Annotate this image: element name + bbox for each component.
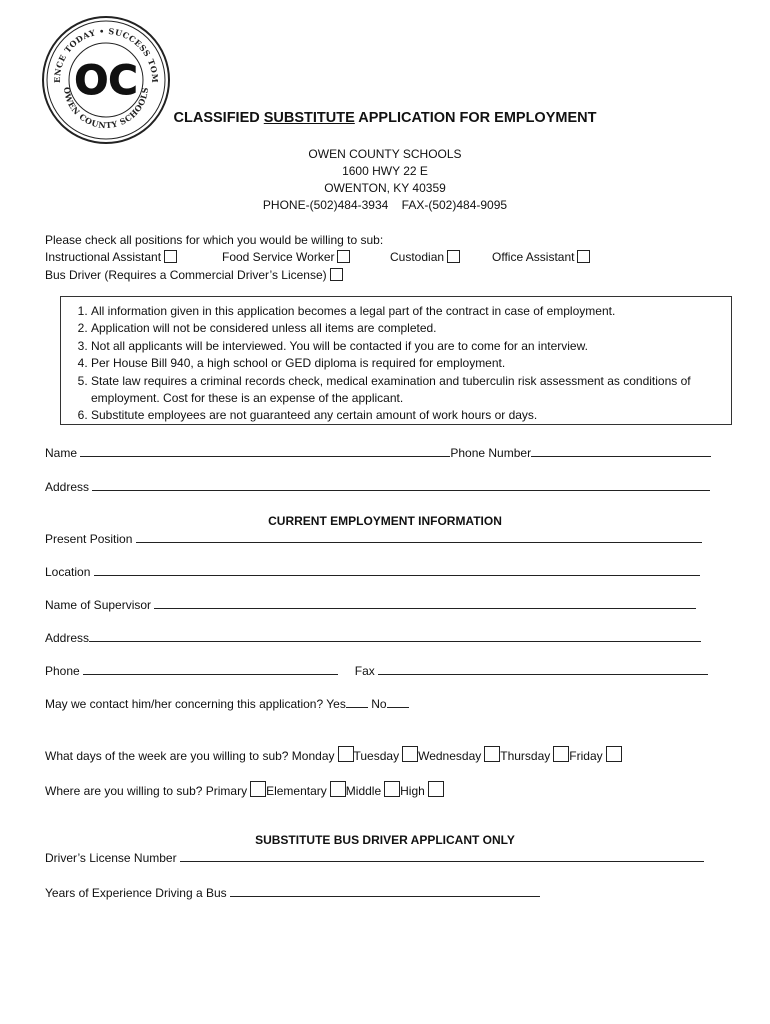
address-row: Address bbox=[45, 479, 710, 494]
position-bus-driver: Bus Driver (Requires a Commercial Driver’s License) bbox=[45, 268, 343, 282]
bus-experience-field[interactable] bbox=[230, 885, 540, 897]
contact-no-field[interactable] bbox=[387, 696, 409, 708]
custodian-checkbox[interactable] bbox=[447, 250, 460, 263]
note-item: 5. State law requires a criminal records check, medical examination and tuberculin risk assessment as conditions of employment. Cost for these is an expense of the applicant. bbox=[91, 373, 731, 408]
position-instructional: Instructional Assistant bbox=[45, 250, 177, 264]
elementary-checkbox[interactable] bbox=[330, 781, 346, 797]
bus-experience-row: Years of Experience Driving a Bus bbox=[45, 885, 540, 900]
district-seal-logo bbox=[40, 14, 172, 146]
employer-address-field[interactable] bbox=[89, 630, 701, 642]
district-street: 1600 HWY 22 E bbox=[342, 164, 428, 178]
present-position-row: Present Position bbox=[45, 531, 702, 546]
monday-checkbox[interactable] bbox=[338, 746, 354, 762]
position-custodian: Custodian bbox=[390, 250, 460, 264]
note-item: 4. Per House Bill 940, a high school or GED diploma is required for employment. bbox=[91, 355, 731, 372]
instructional-checkbox[interactable] bbox=[164, 250, 177, 263]
tuesday-checkbox[interactable] bbox=[402, 746, 418, 762]
license-row: Driver’s License Number bbox=[45, 850, 704, 865]
position-office: Office Assistant bbox=[492, 250, 590, 264]
wednesday-checkbox[interactable] bbox=[484, 746, 500, 762]
contact-permission-row: May we contact him/her concerning this application? Yes No bbox=[45, 696, 409, 711]
school-level-row: Where are you willing to sub? Primary Elementary Middle High bbox=[45, 781, 444, 798]
seal-initials: OC bbox=[74, 58, 138, 104]
phone-number-field[interactable] bbox=[531, 445, 711, 457]
position-food-service: Food Service Worker bbox=[222, 250, 350, 264]
employer-address-row: Address bbox=[45, 630, 701, 645]
employer-fax-field[interactable] bbox=[378, 663, 708, 675]
contact-yes-field[interactable] bbox=[346, 696, 368, 708]
high-checkbox[interactable] bbox=[428, 781, 444, 797]
employer-phone-field[interactable] bbox=[83, 663, 338, 675]
supervisor-row: Name of Supervisor bbox=[45, 597, 696, 612]
positions-prompt: Please check all positions for which you would be willing to sub: bbox=[45, 233, 384, 247]
current-employment-heading: CURRENT EMPLOYMENT INFORMATION bbox=[268, 514, 502, 528]
days-row: What days of the week are you willing to sub? Monday Tuesday Wednesday Thursday Friday bbox=[45, 746, 622, 763]
address-field[interactable] bbox=[92, 479, 710, 491]
license-number-field[interactable] bbox=[180, 850, 704, 862]
name-field[interactable] bbox=[80, 445, 450, 457]
district-contact-block bbox=[0, 146, 770, 214]
food-service-checkbox[interactable] bbox=[337, 250, 350, 263]
location-row: Location bbox=[45, 564, 700, 579]
district-phone-fax: PHONE-(502)484-3934 FAX-(502)484-9095 bbox=[262, 198, 508, 212]
form-title: CLASSIFIED SUBSTITUTE APPLICATION FOR EMPLOYMENT bbox=[173, 110, 597, 126]
primary-checkbox[interactable] bbox=[250, 781, 266, 797]
location-field[interactable] bbox=[94, 564, 700, 576]
office-assistant-checkbox[interactable] bbox=[577, 250, 590, 263]
employer-phone-fax-row: Phone Fax bbox=[45, 663, 708, 678]
name-row: Name Phone Number bbox=[45, 445, 711, 460]
note-item: 3. Not all applicants will be interviewed. You will be contacted if you are to come for an interview. bbox=[91, 338, 731, 355]
present-position-field[interactable] bbox=[136, 531, 702, 543]
seal-district: OWEN COUNTY SCHOOLS bbox=[61, 86, 151, 131]
thursday-checkbox[interactable] bbox=[553, 746, 569, 762]
bus-driver-checkbox[interactable] bbox=[330, 268, 343, 281]
district-city: OWENTON, KY 40359 bbox=[324, 181, 446, 195]
seal-motto: ENCE TODAY • SUCCESS TOM bbox=[51, 25, 161, 84]
middle-checkbox[interactable] bbox=[384, 781, 400, 797]
application-notes-box bbox=[60, 296, 732, 425]
supervisor-field[interactable] bbox=[154, 597, 696, 609]
note-item: 2. Application will not be considered unless all items are completed. bbox=[91, 320, 731, 337]
bus-driver-heading: SUBSTITUTE BUS DRIVER APPLICANT ONLY bbox=[255, 833, 515, 847]
note-item: 6. Substitute employees are not guaranteed any certain amount of work hours or days. bbox=[91, 407, 731, 424]
district-name: OWEN COUNTY SCHOOLS bbox=[308, 147, 462, 161]
note-item: 1. All information given in this application becomes a legal part of the contract in case of employment. bbox=[91, 303, 731, 320]
friday-checkbox[interactable] bbox=[606, 746, 622, 762]
